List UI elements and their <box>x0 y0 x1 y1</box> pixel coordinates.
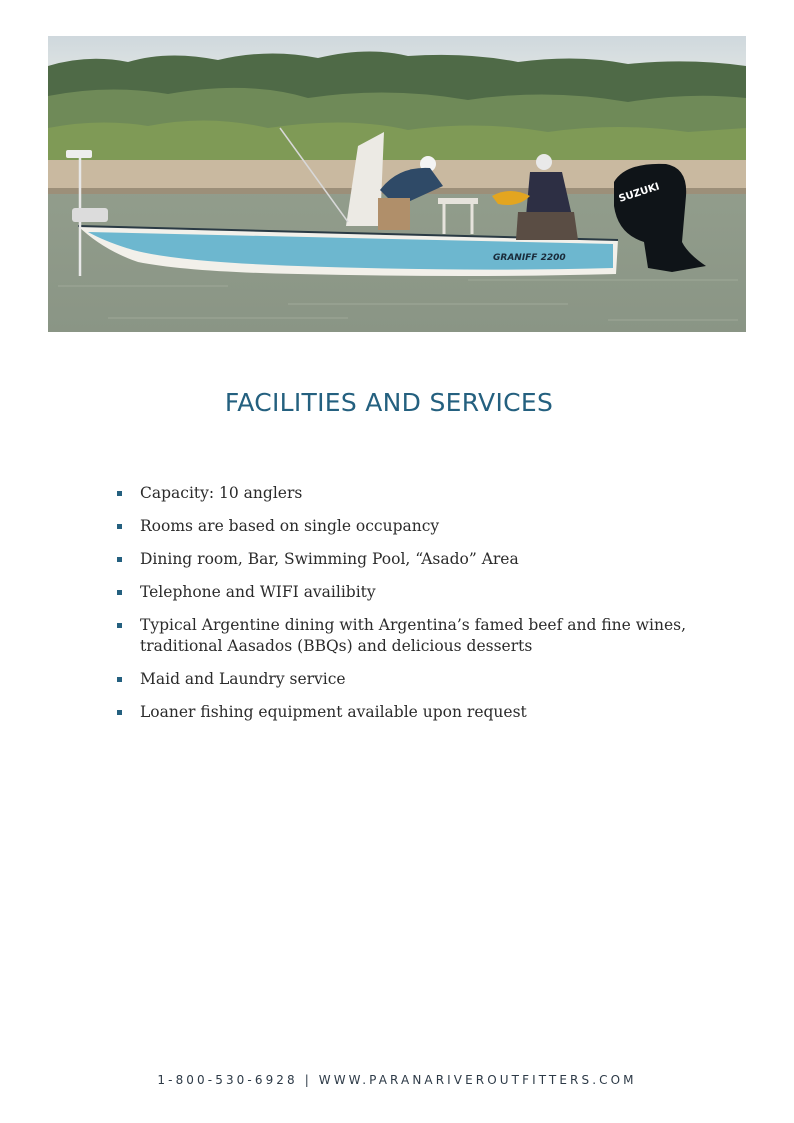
boat-fishing-photo <box>48 36 746 332</box>
bullet-icon <box>117 590 122 595</box>
bullet-icon <box>117 710 122 715</box>
list-item-text: Maid and Laundry service <box>140 670 346 688</box>
list-item <box>116 582 716 603</box>
list-item-text: Capacity: 10 anglers <box>140 484 303 502</box>
list-item <box>116 516 716 537</box>
bullet-icon <box>117 491 122 496</box>
hull-brand-text: GRANIFF 2200 <box>493 253 566 263</box>
footer-contact: 1-800-530-6928 | WWW.PARANARIVEROUTFITTERS.COM <box>157 1073 637 1087</box>
list-item-text: Loaner fishing equipment available upon request <box>140 703 527 721</box>
bullet-icon <box>117 623 122 628</box>
bullet-icon <box>117 524 122 529</box>
list-item-text: Typical Argentine dining with Argentina’s famed beef and fine wines, traditional Aasados (BBQs) and delicious desserts <box>140 616 687 655</box>
section-title: FACILITIES AND SERVICES <box>224 388 554 417</box>
list-item-text: Telephone and WIFI availibity <box>140 583 376 601</box>
list-item-text: Dining room, Bar, Swimming Pool, “Asado” Area <box>140 550 519 568</box>
list-item <box>116 615 716 657</box>
bullet-icon <box>117 557 122 562</box>
motor-brand-text: SUZUKI <box>617 181 662 205</box>
list-item <box>116 669 716 690</box>
list-item <box>116 549 716 570</box>
list-item <box>116 483 716 504</box>
list-item-text: Rooms are based on single occupancy <box>140 517 440 535</box>
list-item <box>116 702 716 723</box>
services-list <box>116 483 716 735</box>
bullet-icon <box>117 677 122 682</box>
